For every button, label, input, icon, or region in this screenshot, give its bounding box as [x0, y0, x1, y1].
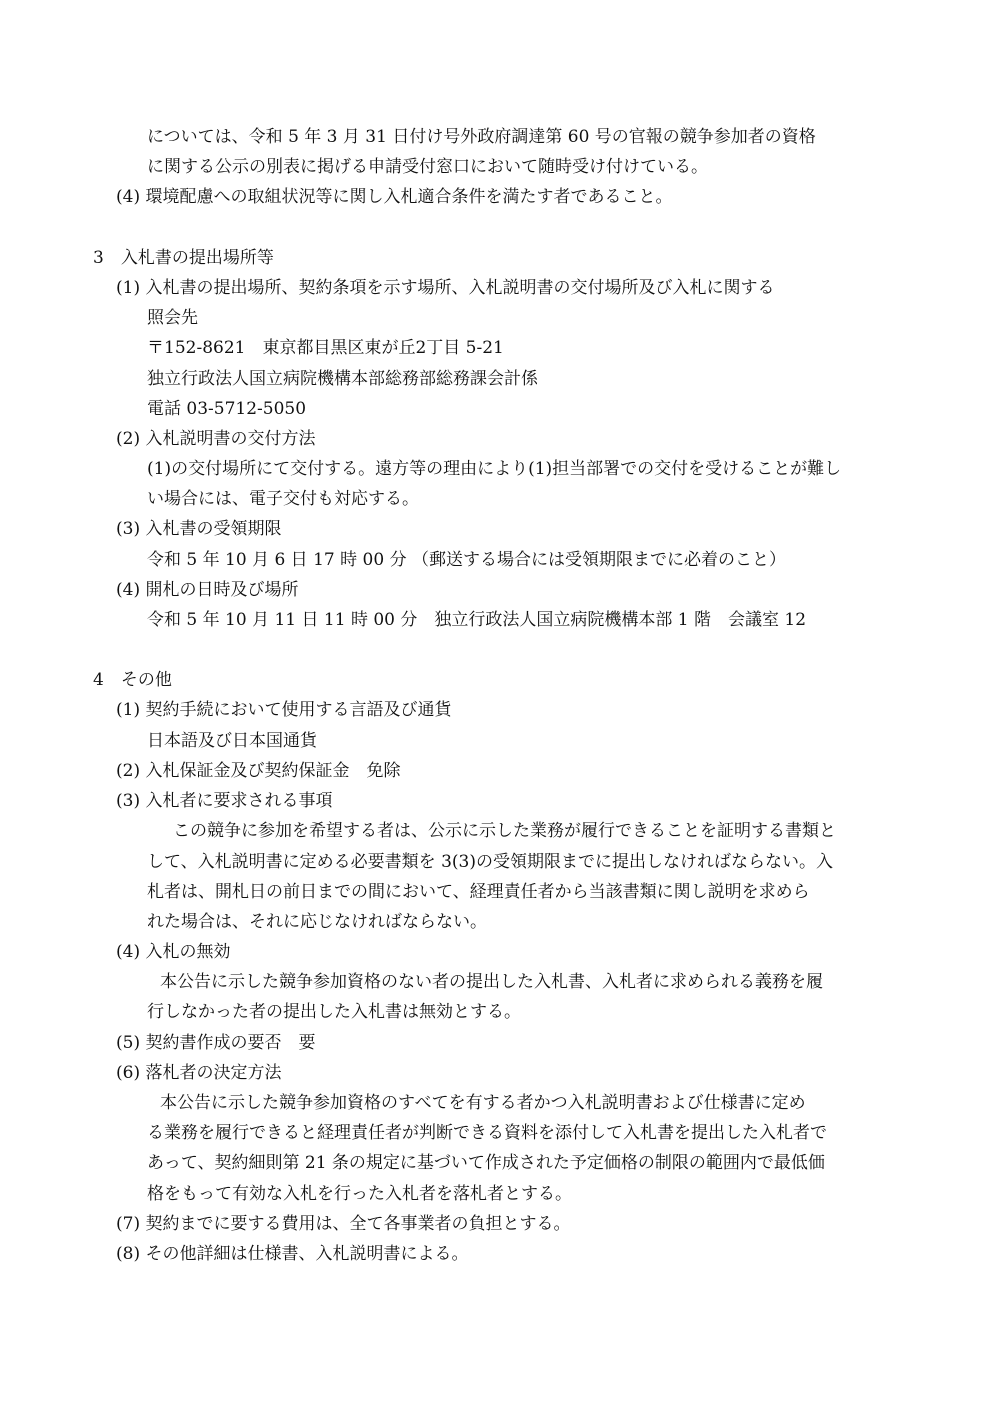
text-line: 本公告に示した競争参加資格のない者の提出した入札書、入札者に求められる義務を履 [160, 972, 823, 992]
list-item: (3) 入札書の受領期限 [116, 519, 282, 539]
text-line: 日本語及び日本国通貨 [147, 731, 317, 751]
text-line: 格をもって有効な入札を行った入札者を落札者とする。 [147, 1184, 572, 1204]
list-item: (4) 開札の日時及び場所 [116, 580, 299, 600]
text-line: 独立行政法人国立病院機構本部総務部総務課会計係 [147, 369, 538, 389]
list-item: (1) 入札書の提出場所、契約条項を示す場所、入札説明書の交付場所及び入札に関する [116, 278, 775, 298]
text-line: (1)の交付場所にて交付する。遠方等の理由により(1)担当部署での交付を受けることが難し [147, 459, 842, 479]
text-line: 本公告に示した競争参加資格のすべてを有する者かつ入札説明書および仕様書に定め [160, 1093, 806, 1113]
section-heading: 4 その他 [93, 670, 172, 690]
text-line: 電話 03-5712-5050 [147, 399, 307, 419]
text-line: れた場合は、それに応じなければならない。 [147, 912, 487, 932]
text-line: い場合には、電子交付も対応する。 [147, 489, 419, 509]
text-line: 照会先 [147, 308, 198, 328]
text-line: 〒152-8621 東京都目黒区東が丘2丁目 5-21 [147, 338, 504, 358]
text-line: 令和 5 年 10 月 11 日 11 時 00 分 独立行政法人国立病院機構本部 1 階 会議室 12 [147, 610, 807, 630]
text-line: 令和 5 年 10 月 6 日 17 時 00 分 （郵送する場合には受領期限までに必着のこと） [147, 550, 786, 570]
list-item: (3) 入札者に要求される事項 [116, 791, 333, 811]
list-item: (7) 契約までに要する費用は、全て各事業者の負担とする。 [116, 1214, 571, 1234]
section-heading: 3 入札書の提出場所等 [93, 248, 274, 268]
text-line: 行しなかった者の提出した入札書は無効とする。 [147, 1002, 521, 1022]
list-item: (2) 入札説明書の交付方法 [116, 429, 316, 449]
text-line: については、令和 5 年 3 月 31 日付け号外政府調達第 60 号の官報の競争参加者の資格 [147, 127, 816, 147]
text-line: 札者は、開札日の前日までの間において、経理責任者から当該書類に関し説明を求めら [147, 882, 810, 902]
text-line: に関する公示の別表に掲げる申請受付窓口において随時受け付けている。 [147, 157, 708, 177]
list-item: (6) 落札者の決定方法 [116, 1063, 282, 1083]
list-item: (4) 入札の無効 [116, 942, 231, 962]
text-line: あって、契約細則第 21 条の規定に基づいて作成された予定価格の制限の範囲内で最低価 [147, 1153, 825, 1173]
list-item: (2) 入札保証金及び契約保証金 免除 [116, 761, 401, 781]
text-line: して、入札説明書に定める必要書類を 3(3)の受領期限までに提出しなければならない。入 [147, 852, 833, 872]
list-item: (5) 契約書作成の要否 要 [116, 1033, 316, 1053]
text-line: この競争に参加を希望する者は、公示に示した業務が履行できることを証明する書類と [173, 821, 836, 841]
list-item: (1) 契約手続において使用する言語及び通貨 [116, 700, 452, 720]
list-item: (8) その他詳細は仕様書、入札説明書による。 [116, 1244, 469, 1264]
list-item: (4) 環境配慮への取組状況等に関し入札適合条件を満たす者であること。 [116, 187, 673, 207]
text-line: る業務を履行できると経理責任者が判断できる資料を添付して入札書を提出した入札者で [147, 1123, 827, 1143]
